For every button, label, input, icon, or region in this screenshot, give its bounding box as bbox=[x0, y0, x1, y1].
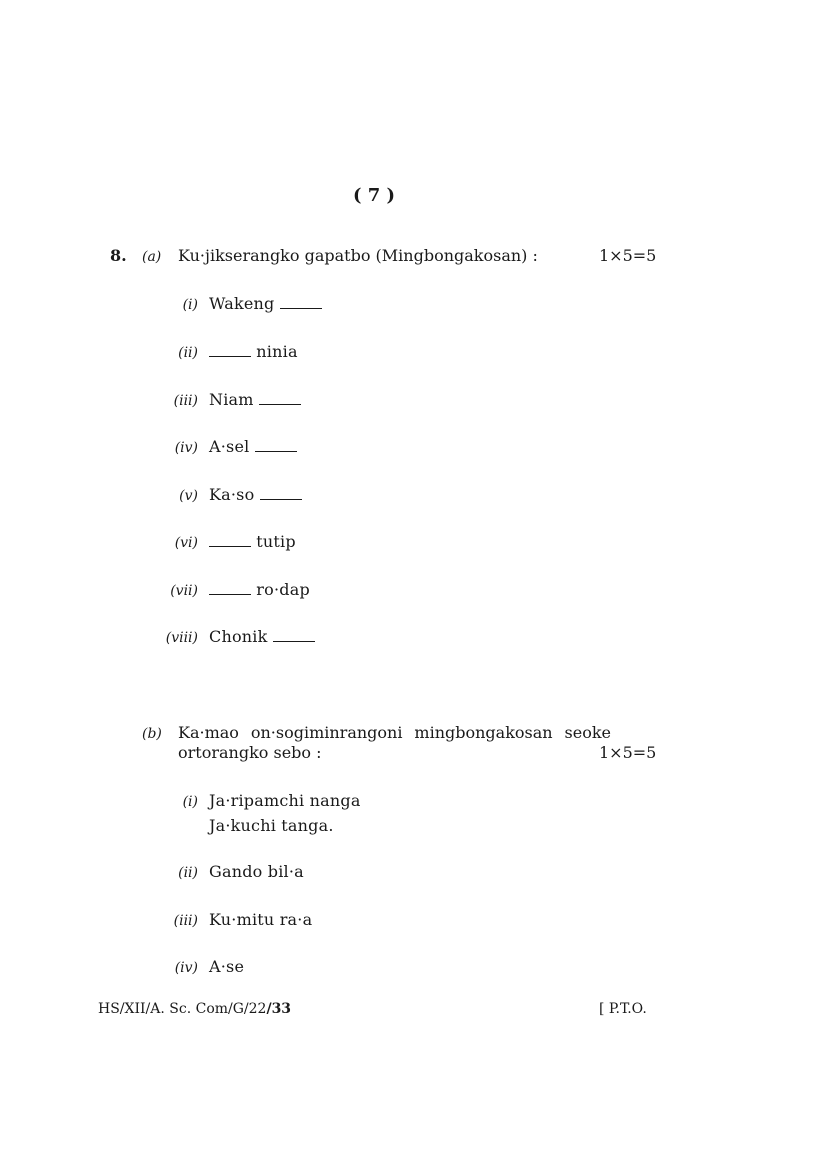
a-item-text: Ka·so bbox=[209, 485, 302, 505]
blank-line bbox=[280, 294, 322, 309]
a-item-text: Chonik bbox=[209, 627, 315, 647]
b-item-text: Ku·mitu ra·a bbox=[209, 910, 313, 929]
b-item-text: A·se bbox=[209, 957, 245, 976]
a-item-text: Wakeng bbox=[209, 294, 322, 314]
b-item-roman: (ii) bbox=[178, 865, 198, 881]
a-item-roman: (vii) bbox=[170, 583, 198, 599]
page-number: ( 7 ) bbox=[352, 185, 396, 206]
part-b-instruction-line2: ortorangko sebo : bbox=[178, 743, 322, 762]
b-item-text-line2: Ja·kuchi tanga. bbox=[209, 816, 334, 835]
a-item-text: Niam bbox=[209, 390, 301, 410]
blank-line bbox=[259, 390, 301, 405]
b-item-roman: (i) bbox=[182, 794, 198, 810]
blank-line bbox=[255, 437, 297, 452]
blank-line bbox=[273, 627, 315, 642]
b-item-text: Gando bil·a bbox=[209, 862, 304, 881]
part-a-marks: 1×5=5 bbox=[599, 246, 657, 265]
blank-line bbox=[209, 532, 251, 547]
b-item-roman: (iv) bbox=[174, 960, 198, 976]
pto-note: [ P.T.O. bbox=[599, 1001, 647, 1017]
a-item-text: ro·dap bbox=[209, 580, 310, 600]
a-item-text: ninia bbox=[209, 342, 298, 362]
blank-line bbox=[209, 580, 251, 595]
part-b-marks: 1×5=5 bbox=[599, 743, 657, 762]
a-item-roman: (ii) bbox=[178, 345, 198, 361]
a-item-roman: (v) bbox=[179, 488, 198, 504]
a-item-roman: (iv) bbox=[174, 440, 198, 456]
a-item-roman: (vi) bbox=[174, 535, 198, 551]
blank-line bbox=[209, 342, 251, 357]
a-item-roman: (i) bbox=[182, 297, 198, 313]
part-b-instruction-line1: Ka·mao on·sogiminrangoni mingbongakosan seoke bbox=[178, 723, 611, 742]
b-item-text: Ja·ripamchi nanga bbox=[209, 791, 361, 810]
blank-line bbox=[260, 485, 302, 500]
a-item-roman: (iii) bbox=[173, 393, 198, 409]
a-item-text: A·sel bbox=[209, 437, 297, 457]
part-b-label: (b) bbox=[142, 726, 162, 742]
question-number: 8. bbox=[110, 246, 127, 265]
a-item-roman: (viii) bbox=[165, 630, 198, 646]
b-item-roman: (iii) bbox=[173, 913, 198, 929]
part-a-label: (a) bbox=[142, 249, 162, 265]
part-a-instruction: Ku·jikserangko gapatbo (Mingbongakosan) : bbox=[178, 246, 538, 265]
a-item-text: tutip bbox=[209, 532, 296, 552]
paper-code: HS/XII/A. Sc. Com/G/22/33 bbox=[98, 1001, 292, 1017]
